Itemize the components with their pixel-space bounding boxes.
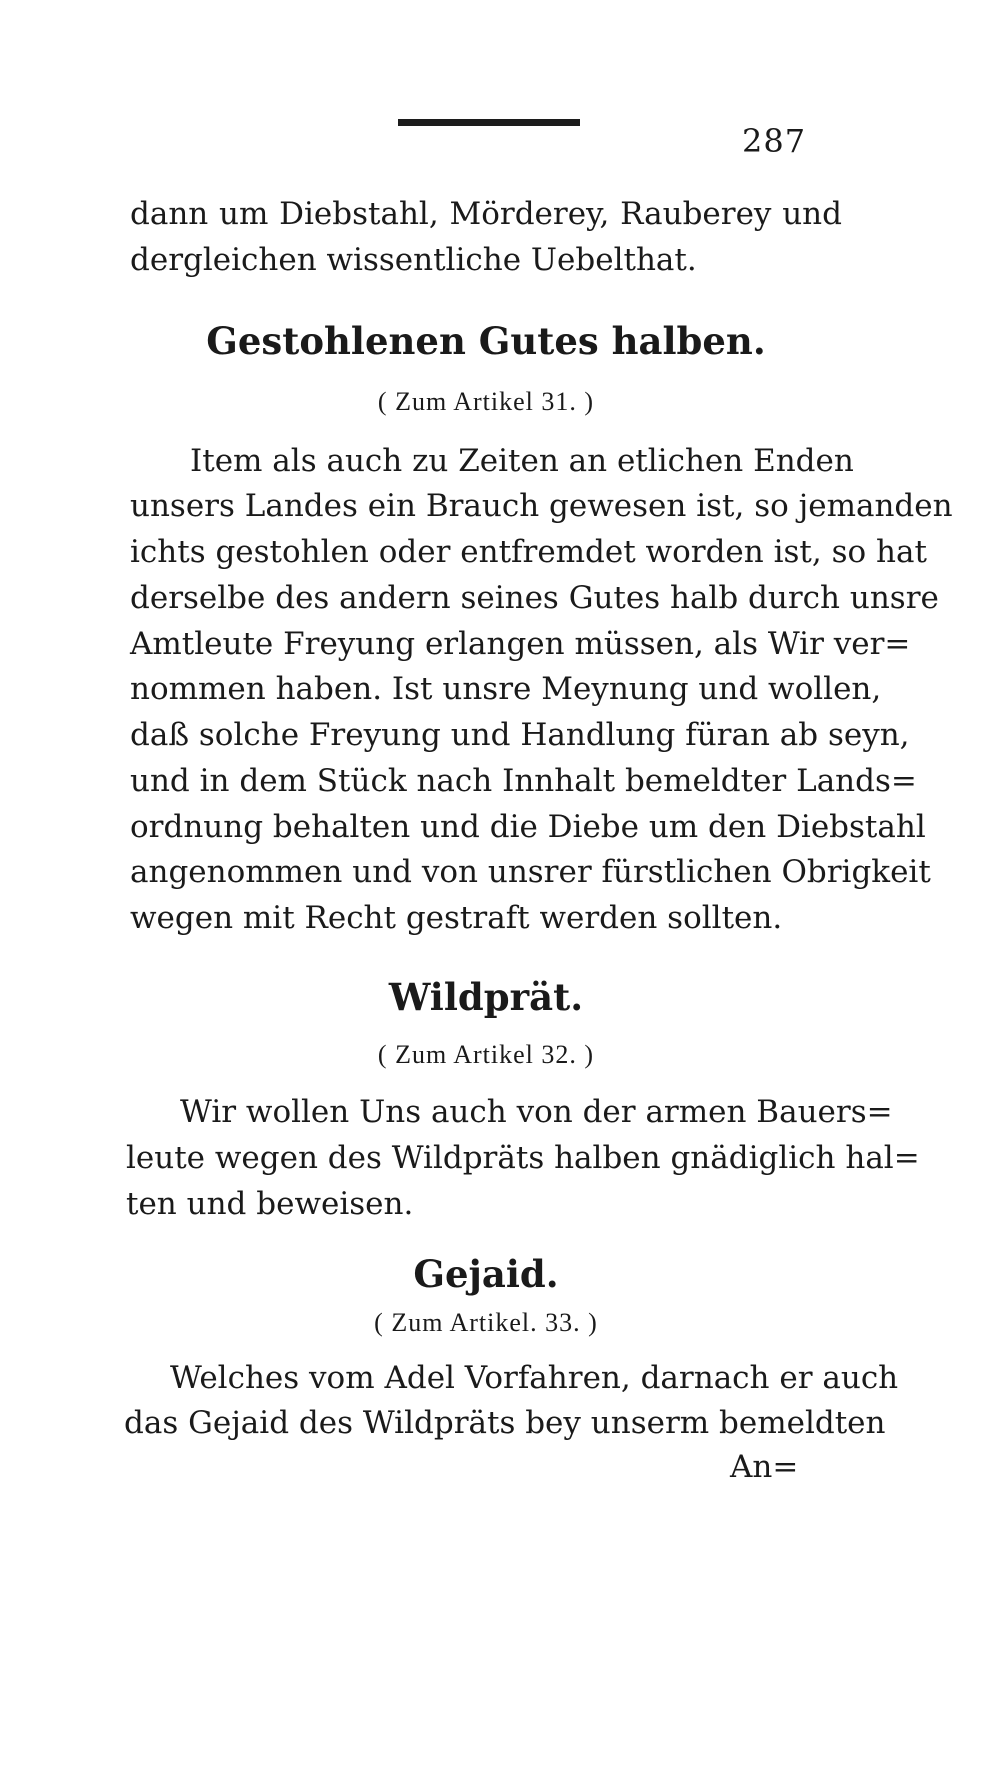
text-line: Welches vom Adel Vorfahren, darnach er auch bbox=[170, 1360, 899, 1396]
text-line: leute wegen des Wildpräts halben gnädiglich hal= bbox=[126, 1140, 920, 1176]
text-line: ordnung behalten und die Diebe um den Diebstahl bbox=[130, 809, 926, 845]
section-heading: Gestohlenen Gutes halben. bbox=[206, 319, 766, 363]
text-line: Amtleute Freyung erlangen müssen, als Wir ver= bbox=[130, 626, 911, 662]
text-line: und in dem Stück nach Innhalt bemeldter Lands= bbox=[130, 763, 917, 799]
text-line: dergleichen wissentliche Uebelthat. bbox=[130, 242, 697, 278]
article-reference: ( Zum Artikel 31. ) bbox=[377, 387, 595, 416]
section-heading: Wildprät. bbox=[388, 975, 584, 1019]
text-line: ichts gestohlen oder entfremdet worden ist, so hat bbox=[130, 534, 927, 570]
catchword: An= bbox=[730, 1449, 799, 1485]
text-line: Item als auch zu Zeiten an etlichen Enden bbox=[190, 443, 854, 479]
text-line: wegen mit Recht gestraft werden sollten. bbox=[130, 900, 783, 936]
text-line: angenommen und von unsrer fürstlichen Obrigkeit bbox=[130, 854, 931, 890]
text-line: ten und beweisen. bbox=[126, 1186, 414, 1222]
article-reference: ( Zum Artikel 32. ) bbox=[377, 1040, 595, 1069]
article-reference: ( Zum Artikel. 33. ) bbox=[374, 1308, 598, 1337]
header-rule bbox=[398, 119, 580, 126]
text-line: nommen haben. Ist unsre Meynung und wollen, bbox=[130, 671, 882, 707]
text-line: daß solche Freyung und Handlung füran ab seyn, bbox=[130, 717, 910, 753]
page-number: 287 bbox=[742, 122, 807, 160]
text-line: das Gejaid des Wildpräts bey unserm bemeldten bbox=[124, 1405, 886, 1441]
text-line: dann um Diebstahl, Mörderey, Rauberey und bbox=[130, 196, 842, 232]
text-line: derselbe des andern seines Gutes halb durch unsre bbox=[130, 580, 939, 616]
section-heading: Gejaid. bbox=[413, 1252, 559, 1296]
text-line: unsers Landes ein Brauch gewesen ist, so jemanden bbox=[130, 488, 953, 524]
text-line: Wir wollen Uns auch von der armen Bauers= bbox=[180, 1094, 893, 1130]
